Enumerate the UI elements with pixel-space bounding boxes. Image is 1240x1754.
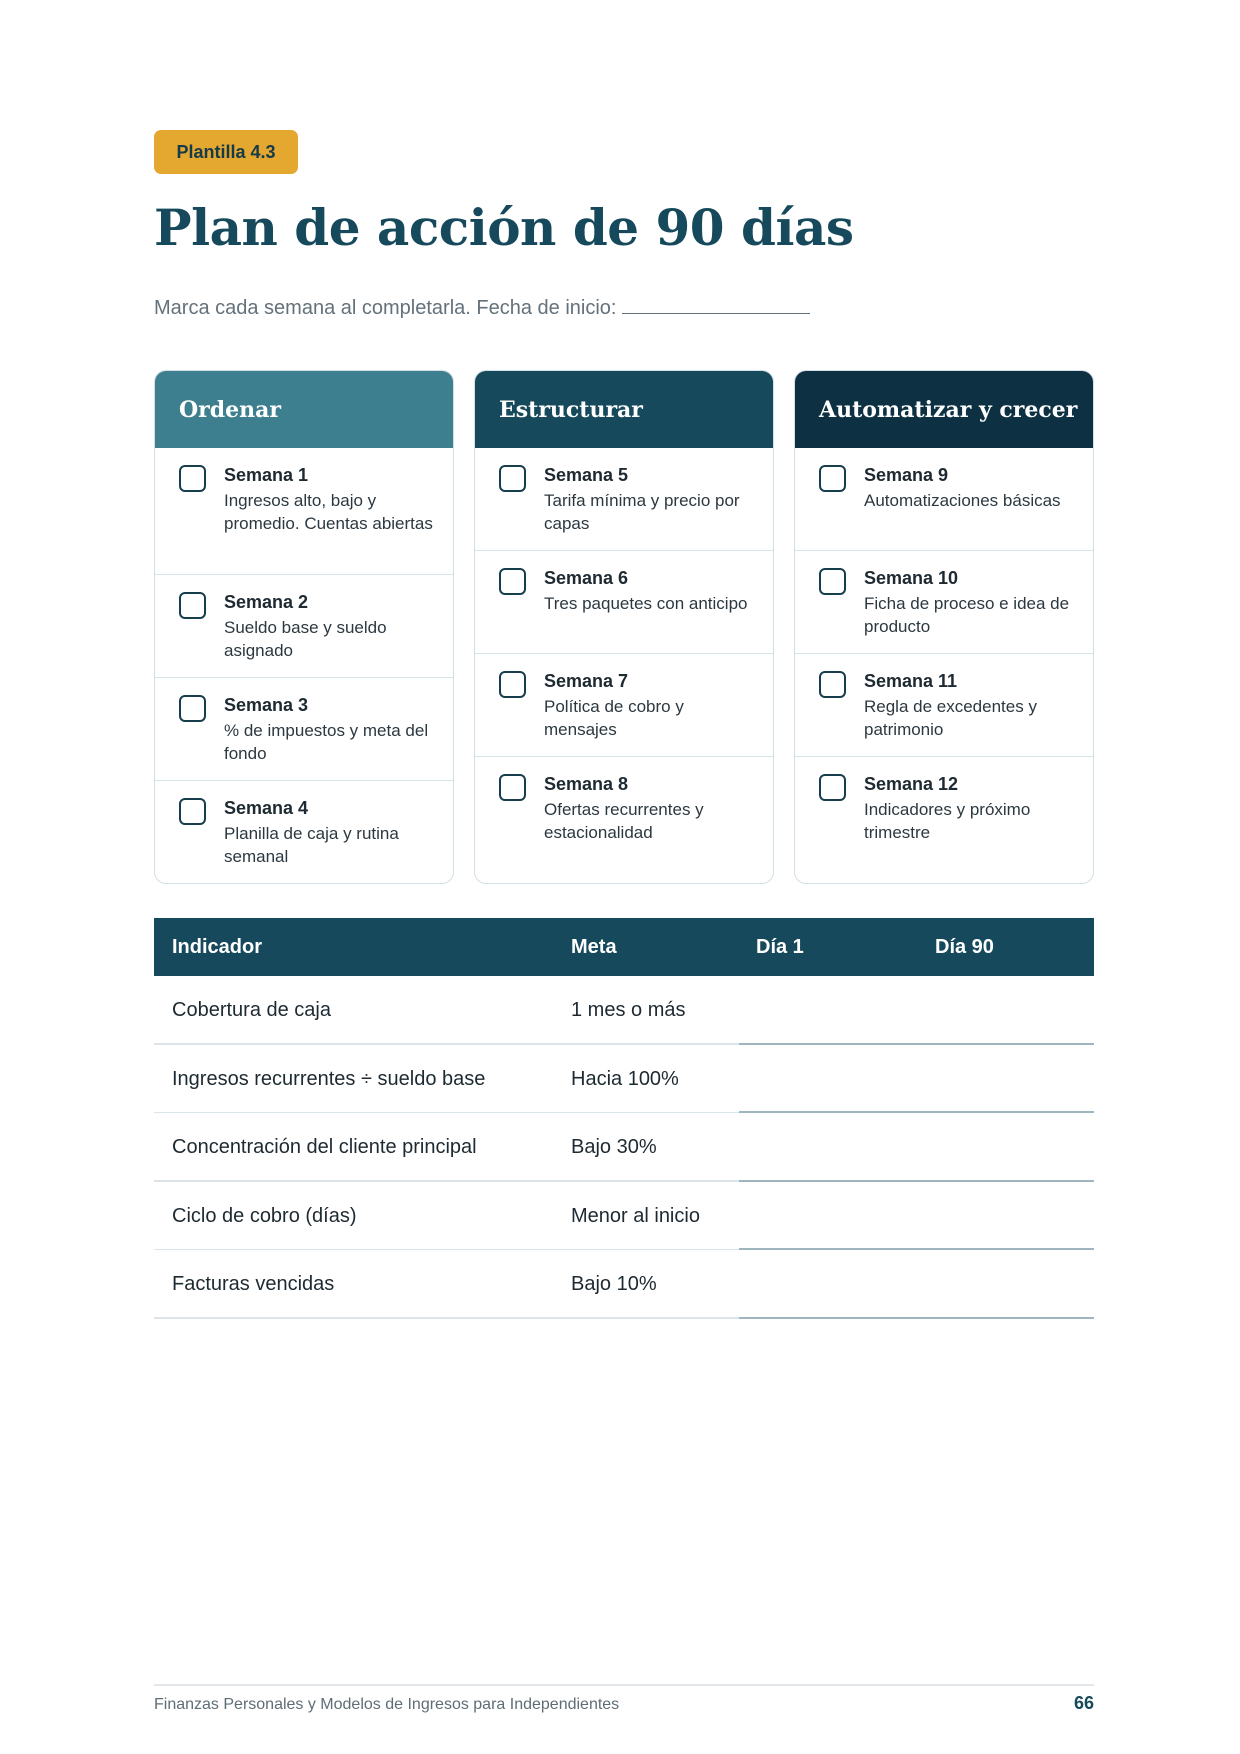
week-checkbox[interactable] [499, 465, 526, 492]
week-description: Tarifa mínima y precio por capas [544, 491, 740, 533]
footer-book-title: Finanzas Personales y Modelos de Ingresos para Independientes [154, 1696, 620, 1713]
week-title: Semana 8 [544, 774, 629, 794]
week-item [475, 448, 773, 551]
week-checkbox[interactable] [179, 465, 206, 492]
week-item [155, 781, 453, 882]
week-description: Tres paquetes con anticipo [544, 594, 748, 613]
week-item [795, 448, 1093, 551]
week-checkbox[interactable] [179, 592, 206, 619]
cell-indicador: Cobertura de caja [172, 999, 331, 1021]
table-row [154, 1250, 1094, 1319]
week-checkbox[interactable] [179, 798, 206, 825]
cell-meta: Bajo 30% [571, 1136, 657, 1159]
page-title: Plan de acción de 90 días [154, 198, 854, 257]
cell-indicador: Ciclo de cobro (días) [172, 1204, 357, 1227]
phase-header: Ordenar [155, 371, 453, 448]
week-checkbox[interactable] [179, 695, 206, 722]
cell-meta: Bajo 10% [571, 1273, 657, 1296]
week-description: Planilla de caja y rutina semanal [224, 824, 399, 866]
week-description: Automatizaciones básicas [864, 491, 1061, 510]
header-dia-90: Día 90 [935, 936, 994, 958]
phase-card-estructurar [474, 370, 774, 884]
week-description: Regla de excedentes y patrimonio [864, 697, 1037, 739]
week-title: Semana 9 [864, 465, 949, 485]
week-checkbox[interactable] [819, 671, 846, 698]
week-item [475, 551, 773, 654]
week-description: Sueldo base y sueldo asignado [224, 618, 387, 660]
footer-divider [154, 1684, 1094, 1686]
week-item [795, 757, 1093, 882]
week-title: Semana 3 [224, 695, 309, 715]
template-badge: Plantilla 4.3 [154, 130, 298, 174]
week-item [475, 757, 773, 882]
table-row [154, 1045, 1094, 1114]
week-item [475, 654, 773, 757]
page-subtitle [154, 296, 810, 320]
cell-meta: Menor al inicio [571, 1204, 700, 1227]
week-checkbox[interactable] [819, 568, 846, 595]
table-row [154, 976, 1094, 1045]
phase-header: Automatizar y crecer [795, 371, 1093, 448]
header-dia-1: Día 1 [756, 936, 804, 958]
week-title: Semana 12 [864, 774, 959, 794]
indicators-table [154, 918, 1094, 1319]
phase-card-ordenar [154, 370, 454, 884]
week-item [155, 575, 453, 678]
phase-card-automatizar [794, 370, 1094, 884]
cell-meta: 1 mes o más [571, 999, 686, 1021]
week-description: % de impuestos y meta del fondo [224, 721, 429, 763]
table-row [154, 1113, 1094, 1182]
week-checkbox[interactable] [499, 568, 526, 595]
week-title: Semana 1 [224, 465, 309, 485]
week-checkbox[interactable] [819, 465, 846, 492]
week-title: Semana 10 [864, 568, 959, 588]
week-title: Semana 6 [544, 568, 629, 588]
row-divider [154, 1317, 739, 1319]
week-description: Ofertas recurrentes y estacionalidad [544, 800, 704, 842]
week-item [795, 551, 1093, 654]
week-checkbox[interactable] [499, 774, 526, 801]
week-title: Semana 11 [864, 671, 958, 691]
cell-indicador: Ingresos recurrentes ÷ sueldo base [172, 1067, 486, 1090]
table-header [154, 918, 1094, 976]
cell-meta: Hacia 100% [571, 1067, 679, 1090]
week-checkbox[interactable] [499, 671, 526, 698]
fill-line [739, 1317, 1094, 1319]
header-meta: Meta [571, 936, 617, 958]
week-item [155, 448, 453, 575]
phase-cards [154, 370, 1094, 884]
week-description: Política de cobro y mensajes [544, 697, 684, 739]
phase-header: Estructurar [475, 371, 773, 448]
cell-indicador: Facturas vencidas [172, 1273, 335, 1296]
page-number: 66 [1073, 1693, 1094, 1713]
week-description: Ingresos alto, bajo y promedio. Cuentas abiertas [224, 491, 433, 533]
week-item [155, 678, 453, 781]
week-title: Semana 4 [224, 798, 309, 818]
week-item [795, 654, 1093, 757]
week-title: Semana 2 [224, 592, 309, 612]
week-checkbox[interactable] [819, 774, 846, 801]
start-date-blank[interactable] [622, 296, 810, 314]
subtitle-text: Marca cada semana al completarla. Fecha de inicio: [154, 297, 617, 319]
cell-indicador: Concentración del cliente principal [172, 1136, 477, 1159]
week-description: Indicadores y próximo trimestre [864, 800, 1031, 842]
header-indicador: Indicador [172, 936, 263, 958]
week-description: Ficha de proceso e idea de producto [864, 594, 1070, 636]
week-title: Semana 7 [544, 671, 629, 691]
week-title: Semana 5 [544, 465, 629, 485]
table-row [154, 1182, 1094, 1251]
